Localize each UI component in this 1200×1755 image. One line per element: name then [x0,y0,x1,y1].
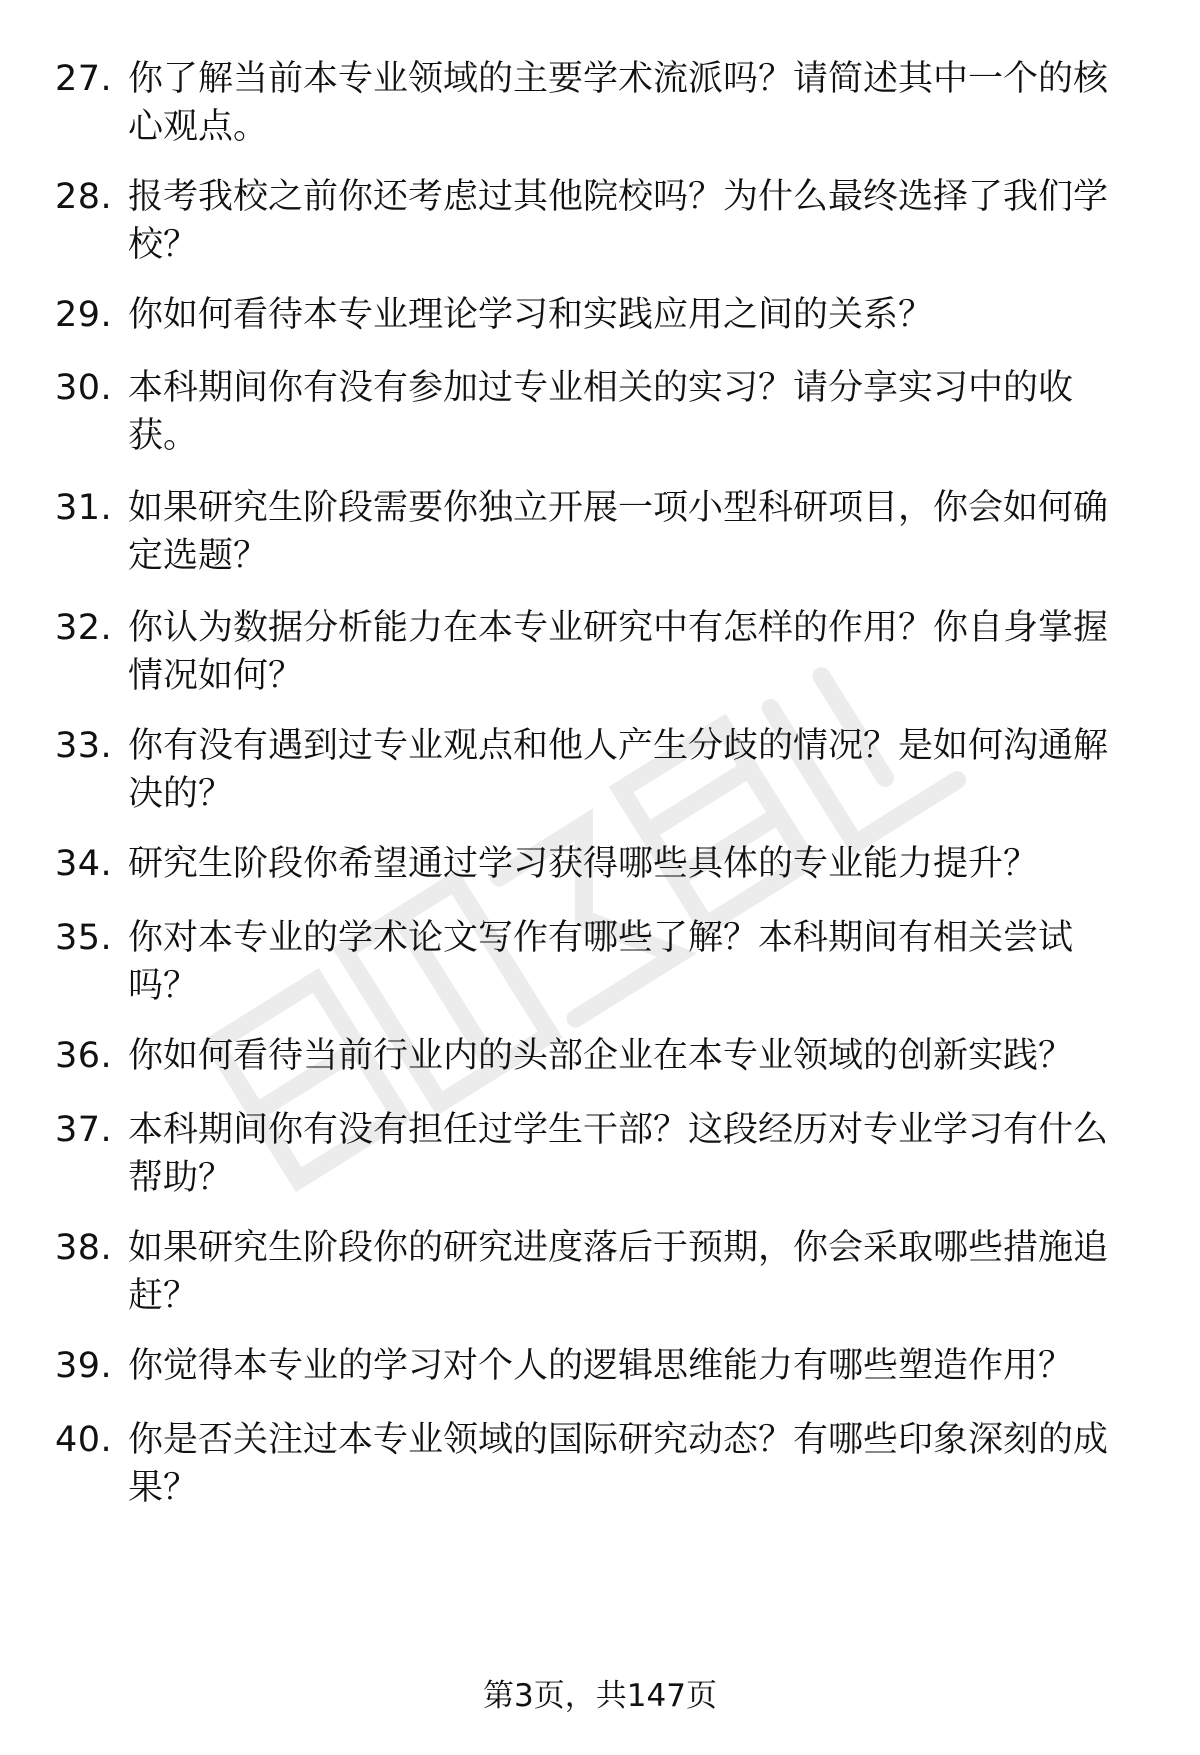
question-37 [55,1106,1145,1202]
question-text: 你是否关注过本专业领域的国际研究动态？有哪些印象深刻的成果？ [128,1420,1109,1508]
question-text: 研究生阶段你希望通过学习获得哪些具体的专业能力提升？ [128,844,1039,884]
question-text: 本科期间你有没有担任过学生干部？这段经历对专业学习有什么帮助？ [128,1110,1109,1198]
question-33 [55,722,1145,818]
question-36 [55,1032,1145,1080]
question-number: 27. [55,59,113,99]
question-text: 如果研究生阶段你的研究进度落后于预期，你会采取哪些措施追赶？ [128,1228,1109,1316]
question-number: 33. [55,726,113,766]
question-text: 报考我校之前你还考虑过其他院校吗？为什么最终选择了我们学校？ [128,177,1109,265]
question-number: 31. [55,488,113,528]
question-text: 你有没有遇到过专业观点和他人产生分歧的情况？是如何沟通解决的？ [128,726,1109,814]
question-number: 36. [55,1036,113,1076]
question-text: 你认为数据分析能力在本专业研究中有怎样的作用？你自身掌握情况如何？ [128,608,1109,696]
question-34 [55,840,1145,888]
question-text: 你了解当前本专业领域的主要学术流派吗？请简述其中一个的核心观点。 [128,59,1109,147]
question-38 [55,1224,1145,1320]
page-indicator: 第3页，共147页 [483,1678,717,1714]
question-text: 你如何看待当前行业内的头部企业在本专业领域的创新实践？ [128,1036,1074,1076]
question-text: 你对本专业的学术论文写作有哪些了解？本科期间有相关尝试吗？ [128,918,1074,1006]
question-number: 37. [55,1110,113,1150]
question-number: 28. [55,177,113,217]
question-text: 你如何看待本专业理论学习和实践应用之间的关系？ [128,295,934,335]
question-number: 39. [55,1346,113,1386]
question-number: 30. [55,368,113,408]
question-27 [55,55,1145,151]
question-30 [55,364,1145,460]
question-number: 32. [55,608,113,648]
question-text: 本科期间你有没有参加过专业相关的实习？请分享实习中的收获。 [128,368,1074,456]
question-28 [55,173,1145,269]
question-text: 你觉得本专业的学习对个人的逻辑思维能力有哪些塑造作用？ [128,1346,1074,1386]
question-text: 如果研究生阶段需要你独立开展一项小型科研项目，你会如何确定选题？ [128,488,1109,576]
question-31 [55,484,1145,580]
question-40 [55,1416,1145,1512]
question-35 [55,914,1145,1010]
question-number: 34. [55,844,113,884]
question-number: 35. [55,918,113,958]
question-number: 29. [55,295,113,335]
question-32 [55,604,1145,700]
question-number: 40. [55,1420,113,1460]
question-number: 38. [55,1228,113,1268]
question-39 [55,1342,1145,1390]
question-29 [55,291,1145,339]
